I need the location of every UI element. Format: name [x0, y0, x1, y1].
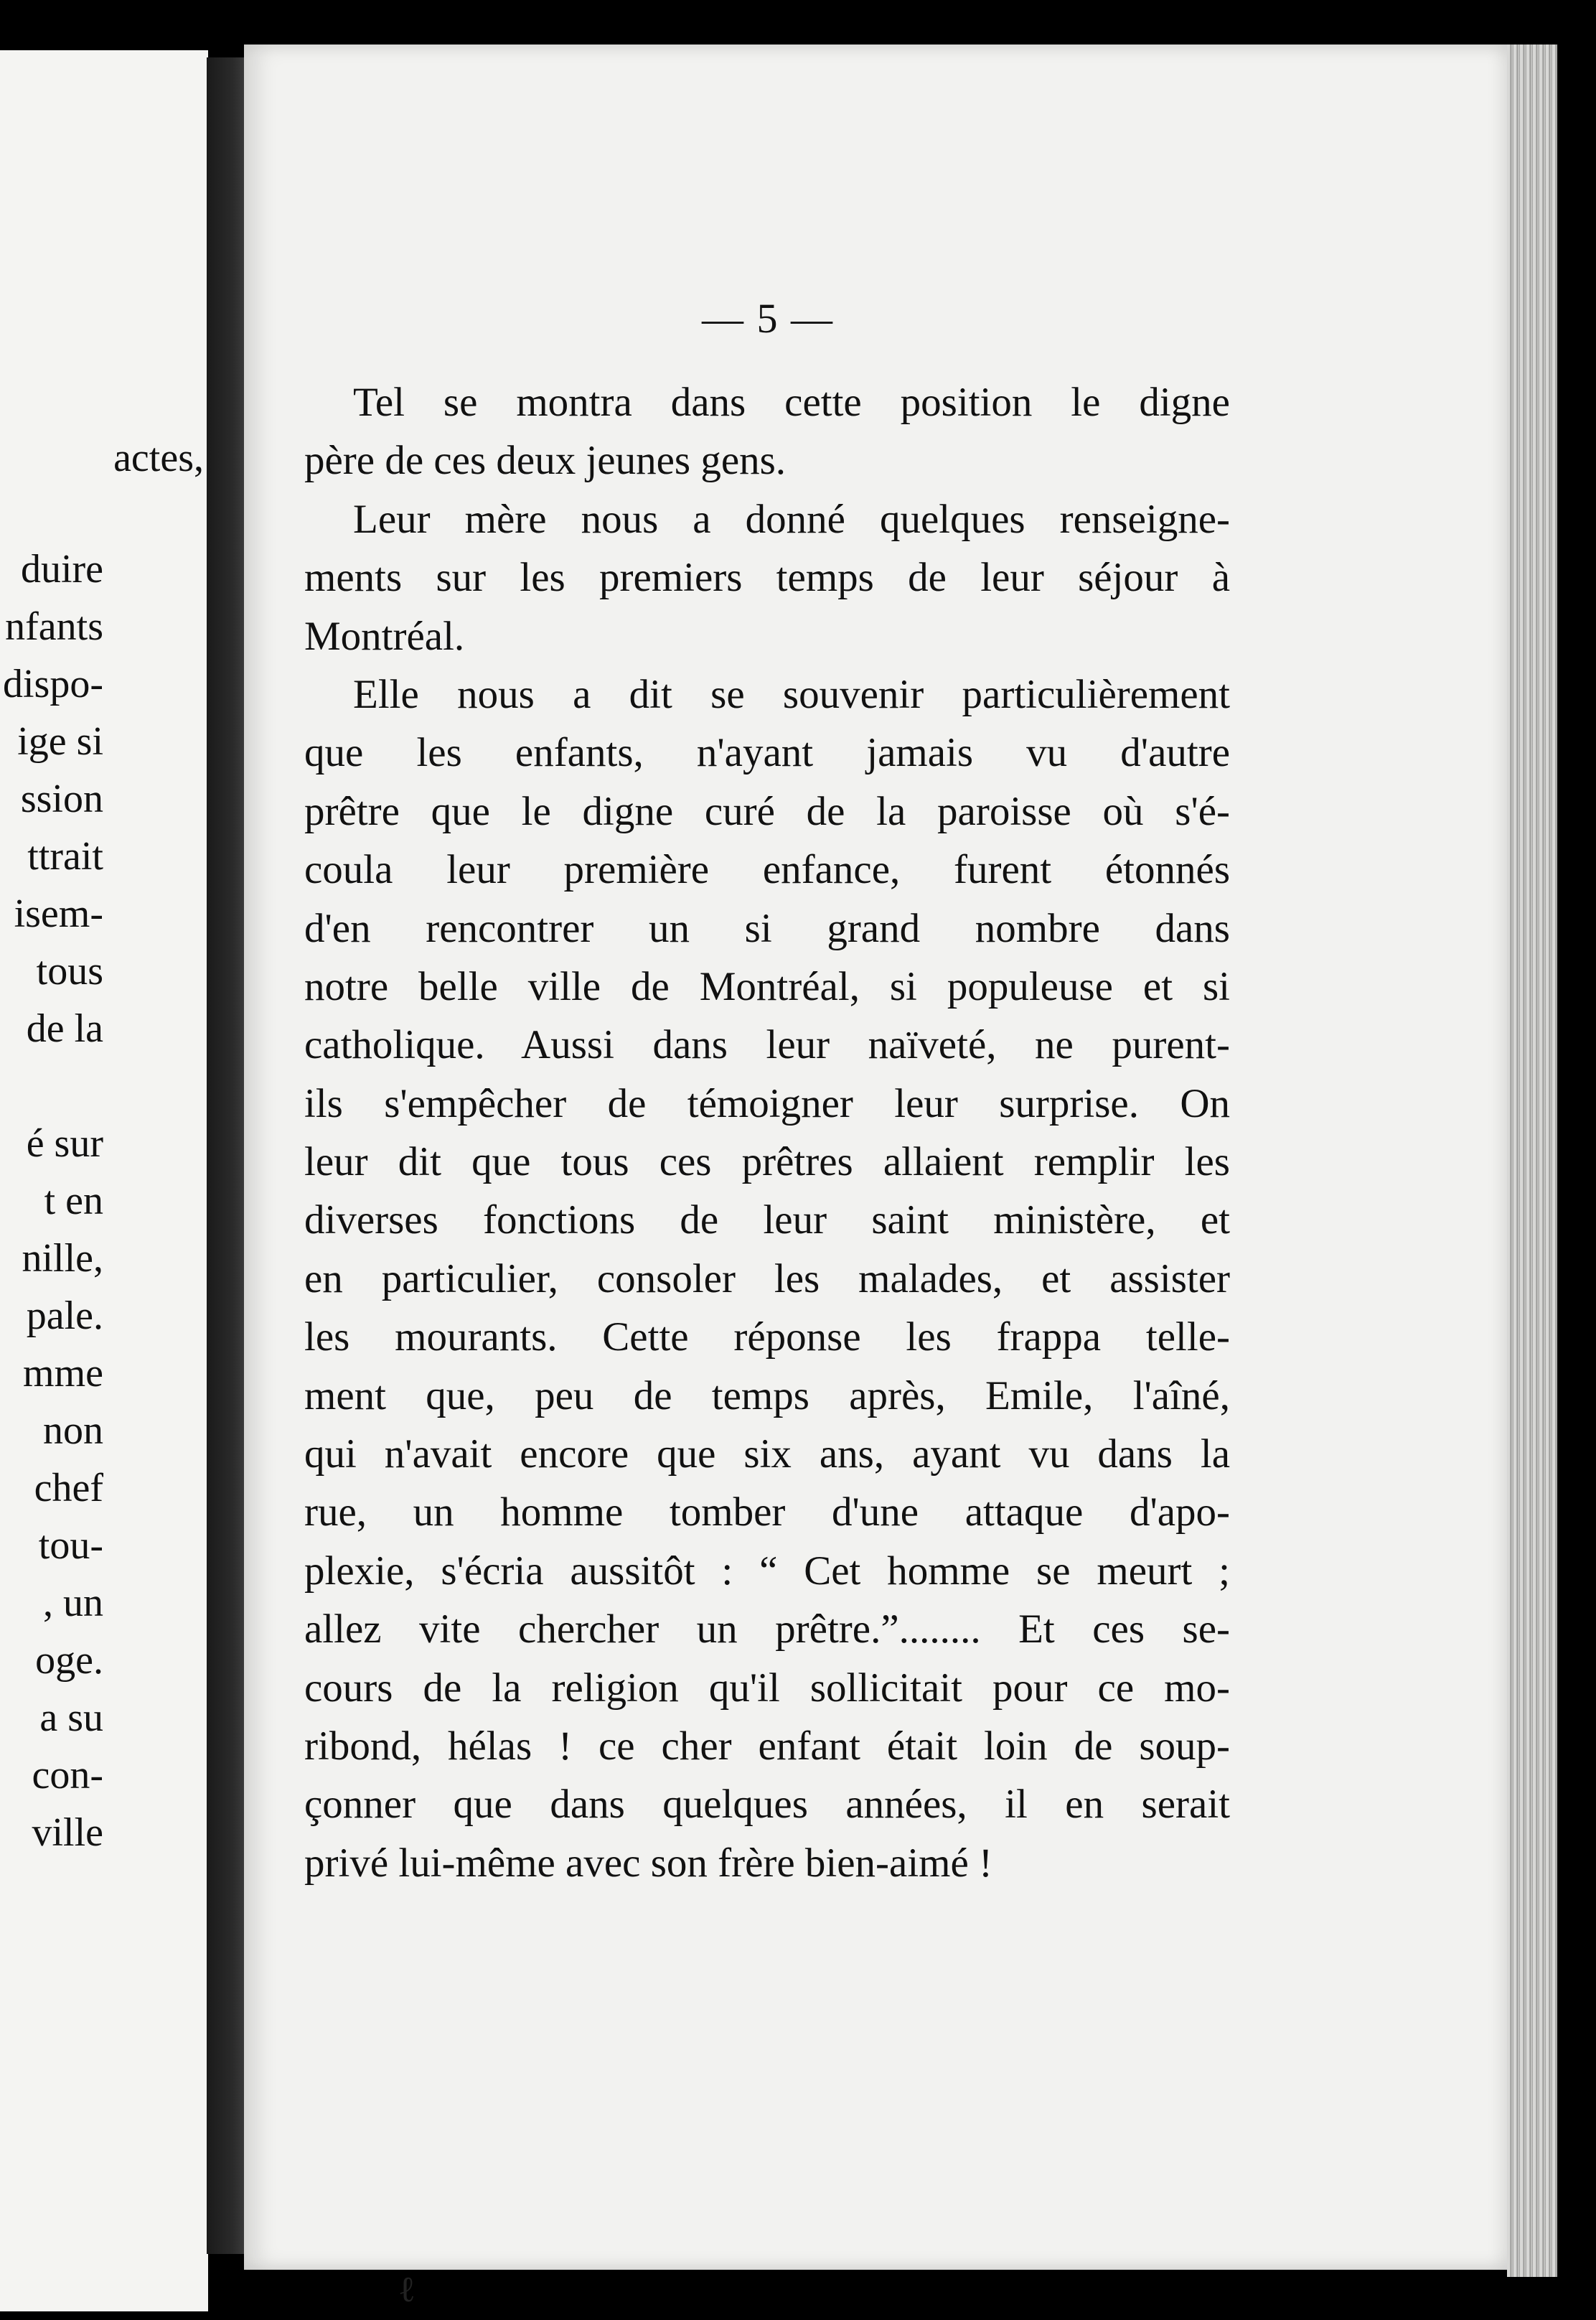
left-page-fragment: mme — [23, 1351, 103, 1395]
left-page-fragment: tous — [36, 949, 103, 993]
left-page-fragment: nille, — [22, 1236, 103, 1281]
text-line: ribond, hélas ! ce cher enfant était loin de soup- — [304, 1723, 1230, 1769]
text-line: plexie, s'écria aussitôt : “ Cet homme se meurt ; — [304, 1548, 1230, 1594]
left-page-fragment: actes, — [113, 436, 204, 480]
left-page-fragment: t en — [44, 1179, 103, 1223]
text-line: cours de la religion qu'il sollicitait pour ce mo- — [304, 1665, 1230, 1711]
text-line: catholique. Aussi dans leur naïveté, ne purent- — [304, 1022, 1230, 1068]
left-page-fragment: , un — [43, 1581, 103, 1625]
text-line: qui n'avait encore que six ans, ayant vu dans la — [304, 1431, 1230, 1477]
left-page-fragment: oge. — [35, 1638, 103, 1683]
text-line: diverses fonctions de leur saint ministère, et — [304, 1197, 1230, 1243]
bottom-mark: ℓ — [398, 2269, 416, 2309]
text-line: en particulier, consoler les malades, et assister — [304, 1255, 1230, 1301]
left-page-fragment: ssion — [20, 777, 103, 821]
text-line: privé lui-même avec son frère bien-aimé ! — [304, 1840, 993, 1886]
text-line: Montréal. — [304, 613, 465, 659]
text-line: Elle nous a dit se souvenir particulièrement — [353, 671, 1230, 717]
left-page-fragment: de la — [26, 1006, 103, 1051]
left-page-fragment: é sur — [26, 1121, 103, 1166]
text-line: ments sur les premiers temps de leur séjour à — [304, 555, 1230, 601]
text-line: Tel se montra dans cette position le digne — [353, 380, 1230, 425]
left-page-fragment: chef — [34, 1466, 103, 1510]
text-line: ment que, peu de temps après, Emile, l'aîné, — [304, 1372, 1230, 1418]
left-page-fragment: ville — [32, 1810, 103, 1855]
left-page-fragment: a su — [39, 1695, 103, 1740]
left-page-fragment: nfants — [5, 604, 103, 649]
text-line: allez vite chercher un prêtre.”........ Et ces se- — [304, 1606, 1230, 1652]
left-page-fragment: dispo- — [3, 662, 103, 706]
text-line: çonner que dans quelques années, il en serait — [304, 1782, 1230, 1828]
text-line: les mourants. Cette réponse les frappa telle- — [304, 1314, 1230, 1360]
text-line: rue, un homme tomber d'une attaque d'apo- — [304, 1489, 1230, 1535]
left-page-fragment: isem- — [14, 892, 103, 936]
text-line: ils s'empêcher de témoigner leur surprise. On — [304, 1080, 1230, 1126]
text-line: Leur mère nous a donné quelques renseigne- — [353, 496, 1230, 542]
text-line: que les enfants, n'ayant jamais vu d'autre — [304, 730, 1230, 776]
text-line: père de ces deux jeunes gens. — [304, 438, 787, 484]
body-text — [304, 373, 1230, 1892]
left-page-fragment: non — [43, 1408, 103, 1453]
text-line: notre belle ville de Montréal, si populeuse et si — [304, 963, 1230, 1009]
text-line: prêtre que le digne curé de la paroisse où s'é- — [304, 788, 1230, 834]
text-line: d'en rencontrer un si grand nombre dans — [304, 905, 1230, 951]
left-page-fragment: ttrait — [27, 834, 103, 879]
left-page-fragment: pale. — [26, 1294, 103, 1338]
text-line: leur dit que tous ces prêtres allaient remplir les — [304, 1139, 1230, 1185]
page-edges — [1507, 45, 1557, 2277]
left-page-fragment: tou- — [38, 1523, 103, 1568]
left-facing-page — [0, 50, 208, 2311]
page-number: — 5 — — [702, 295, 834, 342]
left-page-fragment: duire — [20, 547, 103, 591]
text-line: coula leur première enfance, furent étonnés — [304, 847, 1230, 893]
left-page-fragment: ige si — [17, 719, 103, 764]
left-page-fragment: con- — [32, 1753, 103, 1797]
